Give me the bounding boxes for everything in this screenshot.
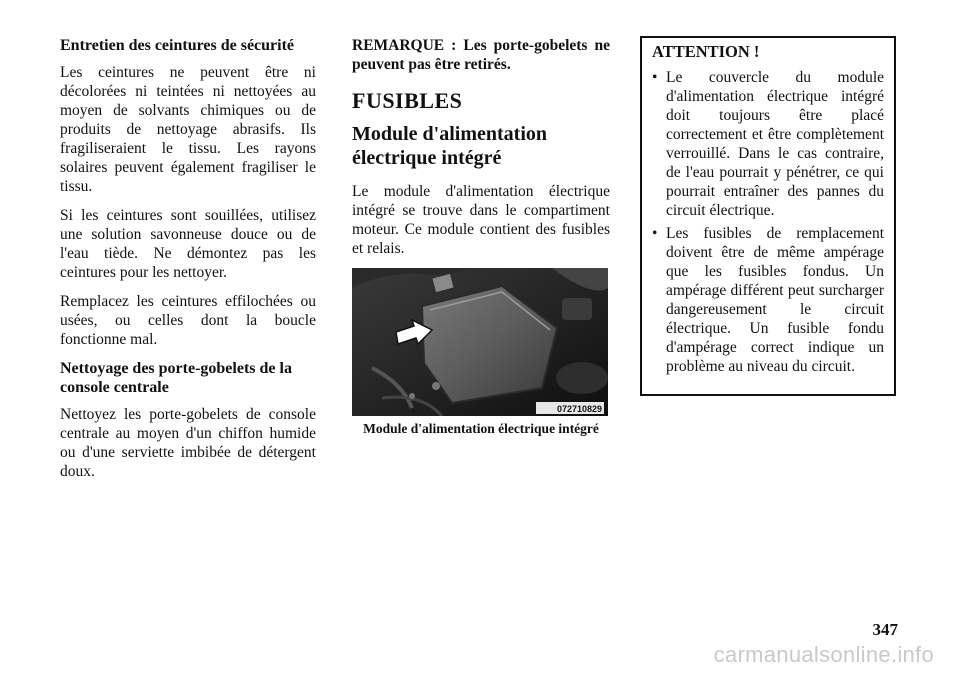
seatbelt-care-heading: Entretien des ceintures de sécurité xyxy=(60,37,295,54)
right-column xyxy=(640,36,896,396)
figure-caption: Module d'alimentation électrique intégré xyxy=(363,421,599,436)
power-module-paragraph: Le module d'alimentation électrique intégré se trouve dans le compartiment moteur. Ce module contient des fusibles et relais. xyxy=(352,183,610,257)
watermark: carmanualsonline.info xyxy=(713,642,934,667)
warning-box xyxy=(640,36,896,396)
left-column xyxy=(60,36,316,491)
power-module-photo xyxy=(352,268,608,416)
cupholder-cleaning-paragraph: Nettoyez les porte-gobelets de console centrale au moyen d'un chiffon humide ou d'une serviette imbibée de détergent doux. xyxy=(60,406,316,480)
warning-item: • Le couvercle du module d'alimentation électrique intégré doit toujours être placé correctement et être complètement verrouillé. Dans le cas contraire, de l'eau pourrait y pénétrer, ce qui pourrait entraîner des pannes du circuit électrique. xyxy=(652,68,884,220)
warning-item: • Les fusibles de remplacement doivent être de même ampérage que les fusibles fondus. Un ampérage différent peut surcharger dangereusement le circuit électrique. Un fusible fondu d'ampérage correct indique un problème au niveau du circuit. xyxy=(652,224,884,376)
fuses-section-title: FUSIBLES xyxy=(352,88,463,113)
warning-list xyxy=(652,68,884,376)
engine-compartment-illustration xyxy=(352,268,608,416)
seatbelt-care-paragraph-2: Si les ceintures sont souillées, utilisez une solution savonneuse douce ou de l'eau tiède. Ne démontez pas les ceintures pour les nettoyer. xyxy=(60,207,316,281)
seatbelt-care-paragraph-3: Remplacez les ceintures effilochées ou usées, ou celles dont la boucle fonctionne mal. xyxy=(60,293,316,348)
seatbelt-care-paragraph-1: Les ceintures ne peuvent être ni décolorées ni teintées ni nettoyées au moyen de solvants chimiques ou de produits de nettoyage abrasifs. Ils fragiliseraient le tissu. Les rayons solaires peuvent également fragiliser le tissu. xyxy=(60,64,316,195)
figure-code: 072710829 xyxy=(556,404,602,414)
cupholder-cleaning-heading: Nettoyage des porte-gobelets de la console centrale xyxy=(60,360,292,396)
cupholder-note: REMARQUE : Les porte-gobelets ne peuvent pas être retirés. xyxy=(352,37,610,73)
power-module-title: Module d'alimentation électrique intégré xyxy=(352,123,548,169)
middle-column xyxy=(352,36,610,437)
warning-title: ATTENTION ! xyxy=(652,42,760,61)
page-number: 347 xyxy=(872,620,898,639)
